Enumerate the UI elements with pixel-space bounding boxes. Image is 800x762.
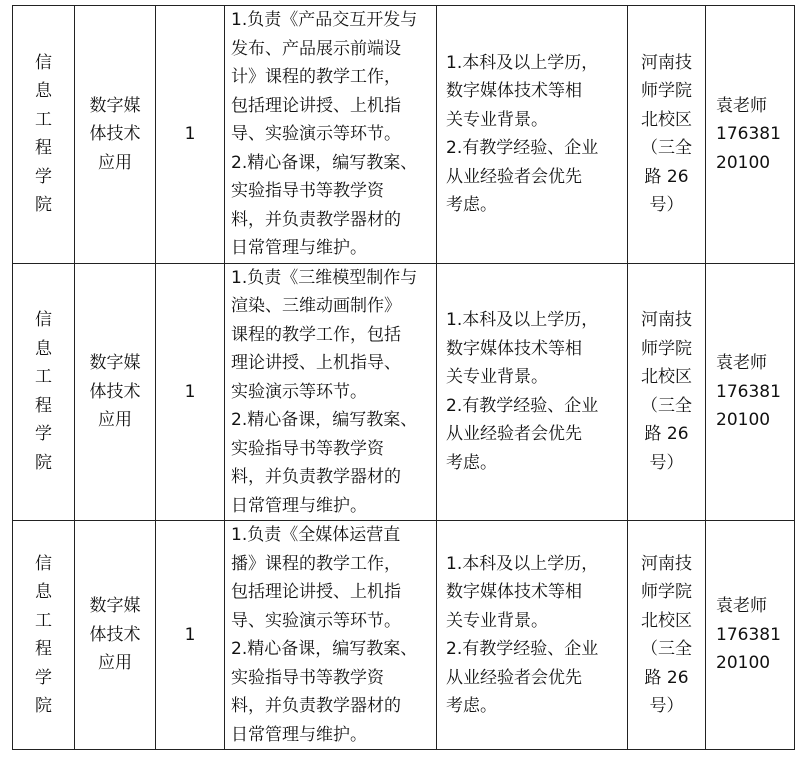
duty-line: 实验指导书等教学资 (231, 438, 384, 459)
requirement-line: 2.有教学经验、企业 (446, 395, 599, 416)
requirement-line: 数字媒体技术等相 (446, 338, 582, 359)
requirement-line: 数字媒体技术等相 (446, 81, 582, 102)
requirement-line: 关专业背景。 (446, 610, 548, 631)
job-table-body (13, 6, 795, 750)
duty-line: 实验演示等环节。 (231, 381, 367, 402)
requirement-line: 考虑。 (446, 452, 497, 473)
contact-phone-part: 176381 (716, 624, 781, 645)
requirements-cell (437, 521, 628, 750)
contact-cell (706, 263, 795, 521)
requirement-line: 考虑。 (446, 696, 497, 716)
duty-line: 课程的教学工作，包括 (231, 324, 401, 345)
headcount-text: 1 (184, 124, 196, 144)
duty-line: 1.负责《产品交互开发与 (231, 10, 418, 30)
table-row (13, 263, 795, 521)
location-line: 路 26 (644, 424, 689, 445)
location-line: （三全 (641, 395, 692, 416)
duty-line: 发布、产品展示前端设 (231, 38, 401, 59)
major-text: 数字媒体技术应用 (89, 95, 141, 173)
location-line: 北校区 (641, 109, 692, 130)
duties-cell (225, 521, 437, 750)
location-line: （三全 (641, 639, 692, 659)
location-line: 号） (649, 195, 684, 216)
requirement-line: 从业经验者会优先 (446, 424, 582, 445)
contact-phone-part: 176381 (716, 381, 781, 402)
contact-text (706, 92, 794, 178)
duties-text (225, 6, 436, 263)
major-text: 数字媒体技术应用 (89, 353, 141, 430)
college-text: 信息工程学院 (35, 310, 52, 473)
duty-line: 1.负责《三维模型制作与 (231, 267, 418, 288)
requirement-line: 关专业背景。 (446, 109, 548, 130)
contact-phone-part: 176381 (716, 124, 781, 144)
contact-phone-part: 20100 (716, 410, 771, 430)
duty-line: 包括理论讲授、上机指 (231, 582, 401, 602)
duties-cell (225, 6, 437, 264)
contact-cell (706, 521, 795, 750)
location-line: 师学院 (641, 81, 692, 102)
location-line: 北校区 (641, 610, 692, 631)
requirements-text (437, 306, 627, 477)
college-cell (13, 263, 75, 521)
contact-phone-part: 20100 (716, 152, 771, 173)
duty-line: 渲染、三维动画制作》 (231, 296, 401, 316)
location-line: 号） (649, 452, 684, 473)
requirements-text (437, 49, 627, 220)
location-line: 河南技 (641, 52, 692, 73)
job-table (12, 5, 795, 750)
college-text: 信息工程学院 (35, 52, 52, 216)
requirements-cell (437, 6, 628, 264)
contact-phone-part: 20100 (716, 653, 771, 674)
requirement-line: 关专业背景。 (446, 367, 548, 388)
duties-text (225, 521, 436, 749)
contact-text (706, 592, 794, 678)
duty-line: 导、实验演示等环节。 (231, 610, 401, 631)
headcount-text: 1 (184, 624, 196, 645)
location-text (628, 550, 705, 721)
contact-text (706, 349, 794, 435)
location-line: 路 26 (644, 667, 689, 688)
location-line: 河南技 (641, 310, 692, 331)
location-line: 师学院 (641, 582, 692, 602)
duty-line: 实验指导书等教学资 (231, 181, 384, 201)
duty-line: 料，并负责教学器材的 (231, 696, 401, 716)
location-cell (628, 6, 706, 264)
major-cell (75, 6, 156, 264)
requirement-line: 数字媒体技术等相 (446, 582, 582, 602)
requirement-line: 2.有教学经验、企业 (446, 639, 599, 659)
duty-line: 导、实验演示等环节。 (231, 124, 401, 144)
location-line: 路 26 (644, 166, 689, 187)
requirements-text (437, 550, 627, 721)
duty-line: 包括理论讲授、上机指 (231, 95, 401, 116)
major-cell (75, 521, 156, 750)
requirement-line: 考虑。 (446, 195, 497, 216)
requirement-line: 从业经验者会优先 (446, 667, 582, 688)
table-row (13, 6, 795, 264)
duty-line: 2.精心备课，编写教案、 (231, 410, 418, 430)
requirement-line: 1.本科及以上学历， (446, 52, 599, 73)
headcount-text: 1 (184, 381, 196, 402)
duties-cell (225, 263, 437, 521)
contact-name: 袁老师 (716, 353, 767, 373)
location-line: 河南技 (641, 553, 692, 574)
location-line: 号） (649, 696, 684, 716)
duty-line: 日常管理与维护。 (231, 238, 367, 258)
duty-line: 1.负责《全媒体运营直 (231, 525, 401, 545)
requirement-line: 2.有教学经验、企业 (446, 138, 599, 159)
duty-line: 播》课程的教学工作， (231, 553, 401, 574)
duty-line: 2.精心备课，编写教案、 (231, 152, 418, 173)
duty-line: 计》课程的教学工作， (231, 67, 401, 87)
contact-name: 袁老师 (716, 596, 767, 617)
location-line: （三全 (641, 138, 692, 159)
requirement-line: 从业经验者会优先 (446, 166, 582, 187)
duty-line: 实验指导书等教学资 (231, 667, 384, 688)
location-line: 北校区 (641, 367, 692, 388)
duty-line: 日常管理与维护。 (231, 495, 367, 516)
duties-text (225, 264, 436, 521)
location-cell (628, 521, 706, 750)
duty-line: 料，并负责教学器材的 (231, 467, 401, 487)
duty-line: 料，并负责教学器材的 (231, 209, 401, 230)
college-cell (13, 6, 75, 264)
requirements-cell (437, 263, 628, 521)
location-text (628, 49, 705, 220)
duty-line: 2.精心备课，编写教案、 (231, 639, 418, 659)
requirement-line: 1.本科及以上学历， (446, 310, 599, 331)
location-text (628, 306, 705, 477)
headcount-cell (156, 6, 225, 264)
contact-cell (706, 6, 795, 264)
location-cell (628, 263, 706, 521)
major-cell (75, 263, 156, 521)
requirement-line: 1.本科及以上学历， (446, 553, 599, 574)
duty-line: 日常管理与维护。 (231, 724, 367, 745)
contact-name: 袁老师 (716, 95, 767, 116)
headcount-cell (156, 263, 225, 521)
college-text: 信息工程学院 (35, 553, 52, 716)
table-row (13, 521, 795, 750)
location-line: 师学院 (641, 338, 692, 359)
duty-line: 理论讲授、上机指导、 (231, 353, 401, 373)
headcount-cell (156, 521, 225, 750)
major-text: 数字媒体技术应用 (89, 596, 141, 674)
college-cell (13, 521, 75, 750)
